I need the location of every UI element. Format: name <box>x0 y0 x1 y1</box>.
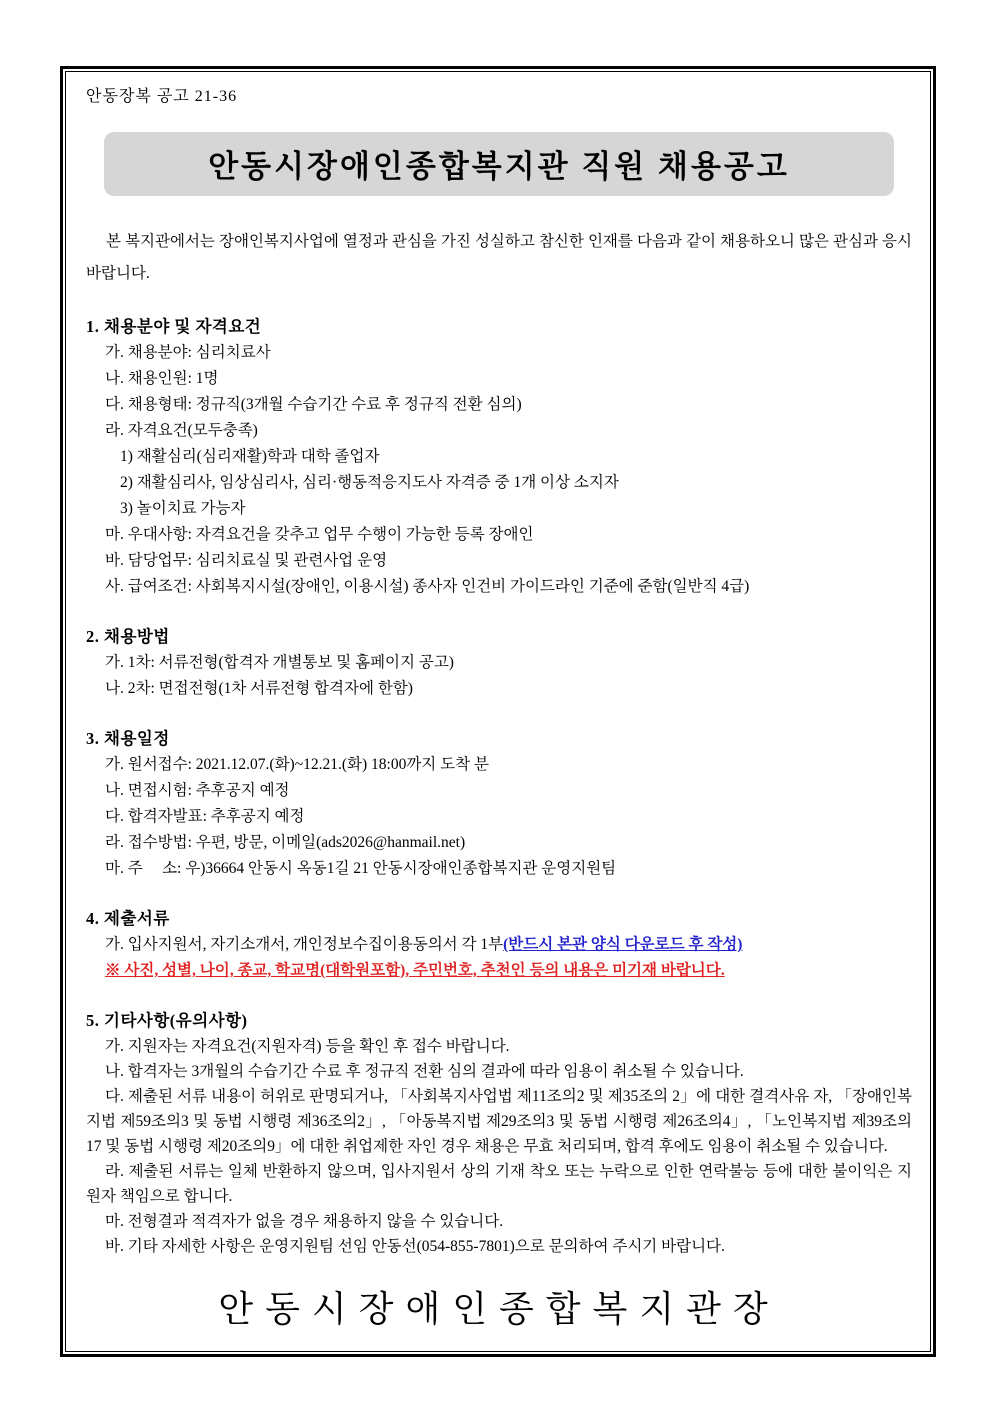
section-documents <box>86 906 912 984</box>
closing-signature: 안동시장애인종합복지관장 <box>218 1289 780 1329</box>
list-item: 마. 전형결과 적격자가 없을 경우 채용하지 않을 수 있습니다. <box>105 1213 504 1230</box>
list-item: 나. 2차: 면접전형(1차 서류전형 합격자에 한함) <box>105 680 413 697</box>
list-item: 라. 자격요건(모두충족) <box>105 422 258 439</box>
list-item: 가. 채용분야: 심리치료사 <box>105 344 271 361</box>
section-hiring-method <box>86 624 912 702</box>
section-notes <box>86 1008 912 1259</box>
section-heading: 1. 채용분야 및 자격요건 <box>86 317 262 336</box>
list-item: 마. 우대사항: 자격요건을 갖추고 업무 수행이 가능한 등록 장애인 <box>105 526 534 543</box>
list-item: 다. 합격자발표: 추후공지 예정 <box>105 808 305 825</box>
section-heading: 5. 기타사항(유의사항) <box>86 1011 248 1030</box>
documents-item-text: 가. 입사지원서, 자기소개서, 개인정보수집이용동의서 각 1부 <box>105 936 504 953</box>
section-heading: 4. 제출서류 <box>86 909 170 928</box>
page-frame-inner <box>65 71 931 1352</box>
intro-paragraph: 본 복지관에서는 장애인복지사업에 열정과 관심을 가진 성실하고 참신한 인재를 다음과 같이 채용하오니 많은 관심과 응시 바랍니다. <box>86 233 912 282</box>
list-subitem: 2) 재활심리사, 임상심리사, 심리·행동적응지도사 자격증 중 1개 이상 소지자 <box>120 474 619 491</box>
list-item: 마. 주 소: 우)36664 안동시 옥동1길 21 안동시장애인종합복지관 운영지원팀 <box>105 860 617 877</box>
list-item: 가. 1차: 서류전형(합격자 개별통보 및 홈페이지 공고) <box>105 654 454 671</box>
list-item: 사. 급여조건: 사회복지시설(장애인, 이용시설) 종사자 인건비 가이드라인 기준에 준함(일반직 4급) <box>105 578 750 595</box>
page-frame <box>60 66 936 1357</box>
list-item: 가. 지원자는 자격요건(지원자격) 등을 확인 후 접수 바랍니다. <box>105 1038 510 1055</box>
list-item: 라. 접수방법: 우편, 방문, 이메일(ads2026@hanmail.net) <box>105 834 466 851</box>
list-item: 바. 기타 자세한 사항은 운영지원팀 선임 안동선(054-855-7801)으로 문의하여 주시기 바랍니다. <box>105 1238 725 1255</box>
section-heading: 3. 채용일정 <box>86 729 170 748</box>
list-item-paragraph: 다. 제출된 서류 내용이 허위로 판명되거나, 「사회복지사업법 제11조의2 및 제35조의 2」에 대한 결격사유 자, 「장애인복지법 제59조의3 및 동법 시행령 제36조의2」, 「아동복지법 제29조의3 및 동법 시행령 제26조의4」, 「노인복지법 제39조의17 및 동법 시행령 제20조의9」에 대한 취업제한 자인 경우 채용은 무효 처리되며, 합격 후에도 임용이 취소될 수 있습니다. <box>86 1088 912 1155</box>
section-schedule <box>86 726 912 882</box>
list-item: 나. 면접시험: 추후공지 예정 <box>105 782 290 799</box>
list-item: 바. 담당업무: 심리치료실 및 관련사업 운영 <box>105 552 388 569</box>
list-item-paragraph: 라. 제출된 서류는 일체 반환하지 않으며, 입사지원서 상의 기재 착오 또는 누락으로 인한 연락불능 등에 대한 불이익은 지원자 책임으로 합니다. <box>86 1163 912 1205</box>
list-item: 다. 채용형태: 정규직(3개월 수습기간 수료 후 정규직 전환 심의) <box>105 396 522 413</box>
red-note: ※ 사진, 성별, 나이, 종교, 학교명(대학원포함), 주민번호, 추천인 등의 내용은 미기재 바랍니다. <box>105 962 725 979</box>
list-item <box>105 932 912 958</box>
page-title: 안동시장애인종합복지관 직원 채용공고 <box>208 149 790 184</box>
notice-number: 안동장복 공고 21-36 <box>86 88 238 105</box>
list-subitem: 1) 재활심리(심리재활)학과 대학 졸업자 <box>120 448 380 465</box>
section-recruitment-fields <box>86 314 912 600</box>
list-item: 가. 원서접수: 2021.12.07.(화)~12.21.(화) 18:00까지 도착 분 <box>105 756 489 773</box>
section-heading: 2. 채용방법 <box>86 627 170 646</box>
list-subitem: 3) 놀이치료 가능자 <box>120 500 246 517</box>
emphasis-blue-text: (반드시 본관 양식 다운로드 후 작성) <box>503 936 743 953</box>
list-item: 나. 채용인원: 1명 <box>105 370 219 387</box>
list-item: 나. 합격자는 3개월의 수습기간 수료 후 정규직 전환 심의 결과에 따라 임용이 취소될 수 있습니다. <box>105 1063 744 1080</box>
title-highlight <box>104 132 894 196</box>
